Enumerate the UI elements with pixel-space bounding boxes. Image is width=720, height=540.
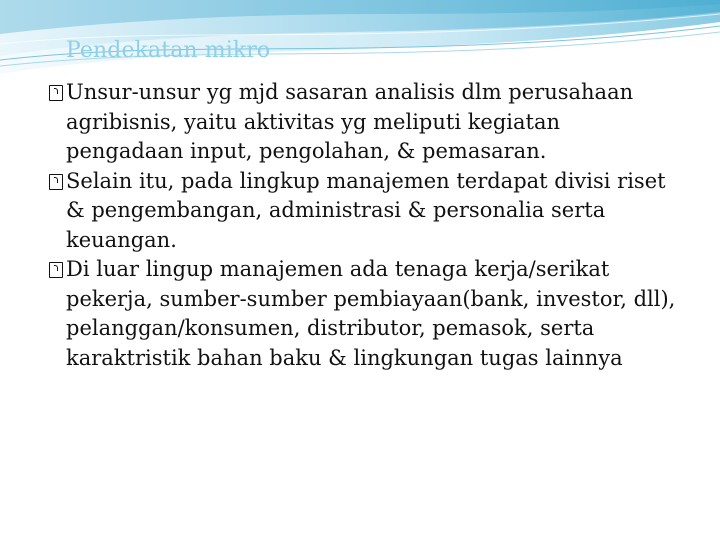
bullet-text: Unsur-unsur yg mjd sasaran analisis dlm perusahaan agribisnis, yaitu aktivitas yg meliputi kegiatan pengadaan input, pengolahan, & pemasaran.	[66, 80, 634, 163]
bullet-item	[0, 167, 720, 256]
bullet-list	[0, 78, 720, 373]
bullet-item	[0, 78, 720, 167]
missing-glyph-bullet-icon	[49, 85, 63, 101]
slide-title: Pendekatan mikro	[66, 38, 271, 63]
bullet-item	[0, 255, 720, 373]
bullet-text: Selain itu, pada lingkup manajemen terdapat divisi riset & pengembangan, administrasi & personalia serta keuangan.	[66, 168, 666, 252]
missing-glyph-bullet-icon	[49, 174, 63, 190]
bullet-text: Di luar lingup manajemen ada tenaga kerja/serikat pekerja, sumber-sumber pembiayaan(bank, investor, dll), pelanggan/konsumen, distributor, pemasok, serta karaktristik bahan baku & lingkungan tugas lainnya	[66, 257, 676, 370]
missing-glyph-bullet-icon	[49, 262, 63, 278]
